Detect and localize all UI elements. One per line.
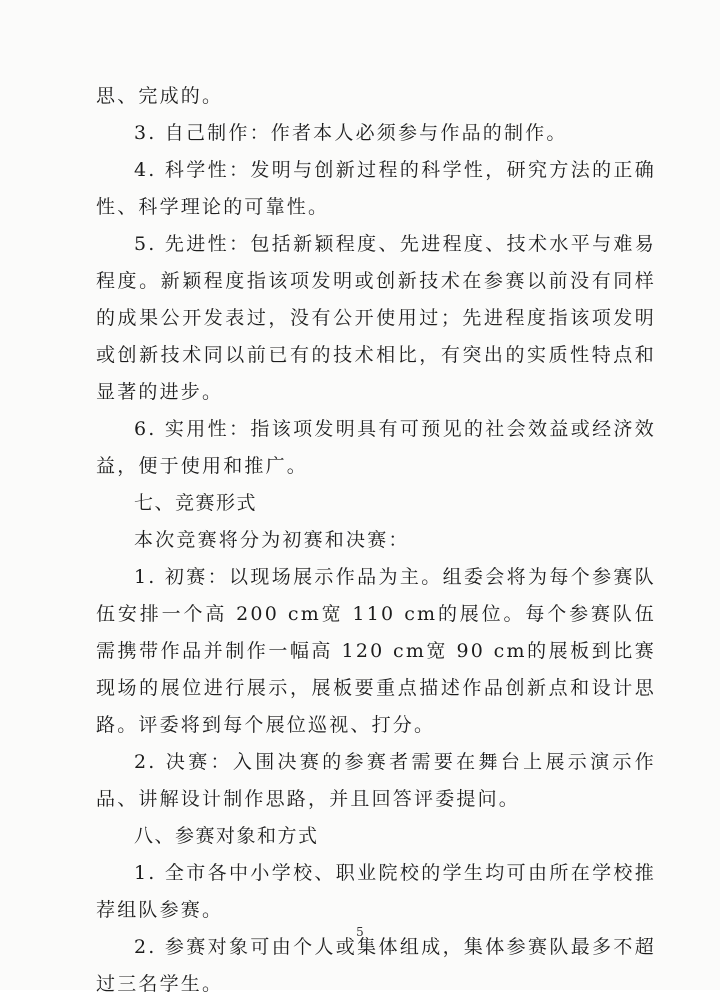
document-body: [96, 78, 656, 1003]
section-heading-participants: 八、参赛对象和方式: [134, 825, 319, 847]
paragraph-scientific: 4. 科学性：发明与创新过程的科学性，研究方法的正确性、科学理论的可靠性。: [96, 159, 656, 218]
section-heading-competition-format: 七、竞赛形式: [134, 492, 258, 514]
page-number: 5: [356, 925, 364, 939]
paragraph-practical: 6. 实用性：指该项发明具有可预见的社会效益或经济效益，便于使用和推广。: [96, 418, 656, 477]
paragraph-advanced: 5. 先进性：包括新颖程度、先进程度、技术水平与难易程度。新颖程度指该项发明或创新技术在参赛以前没有同样的成果公开发表过，没有公开使用过；先进程度指该项发明或创新技术同以前已有的技术相比，有突出的实质性特点和显著的进步。: [96, 233, 656, 403]
paragraph-preliminary: 1. 初赛：以现场展示作品为主。组委会将为每个参赛队伍安排一个高 200 cm宽 110 cm的展位。每个参赛队伍需携带作品并制作一幅高 120 cm宽 90 cm的展板到比赛现场的展位进行展示，展板要重点描述作品创新点和设计思路。评委将到每个展位巡视、打分。: [96, 566, 656, 736]
paragraph-competition-intro: 本次竞赛将分为初赛和决赛：: [134, 529, 410, 551]
paragraph-final: 2. 决赛：入围决赛的参赛者需要在舞台上展示演示作品、讲解设计制作思路，并且回答评委提问。: [96, 751, 656, 810]
paragraph-eligibility: 1. 全市各中小学校、职业院校的学生均可由所在学校推荐组队参赛。: [96, 862, 656, 921]
paragraph-self-made: 3. 自己制作：作者本人必须参与作品的制作。: [134, 122, 568, 144]
paragraph-continuation: 思、完成的。: [96, 85, 224, 107]
paragraph-team-size: 2. 参赛对象可由个人或集体组成，集体参赛队最多不超过三名学生。: [96, 936, 656, 995]
